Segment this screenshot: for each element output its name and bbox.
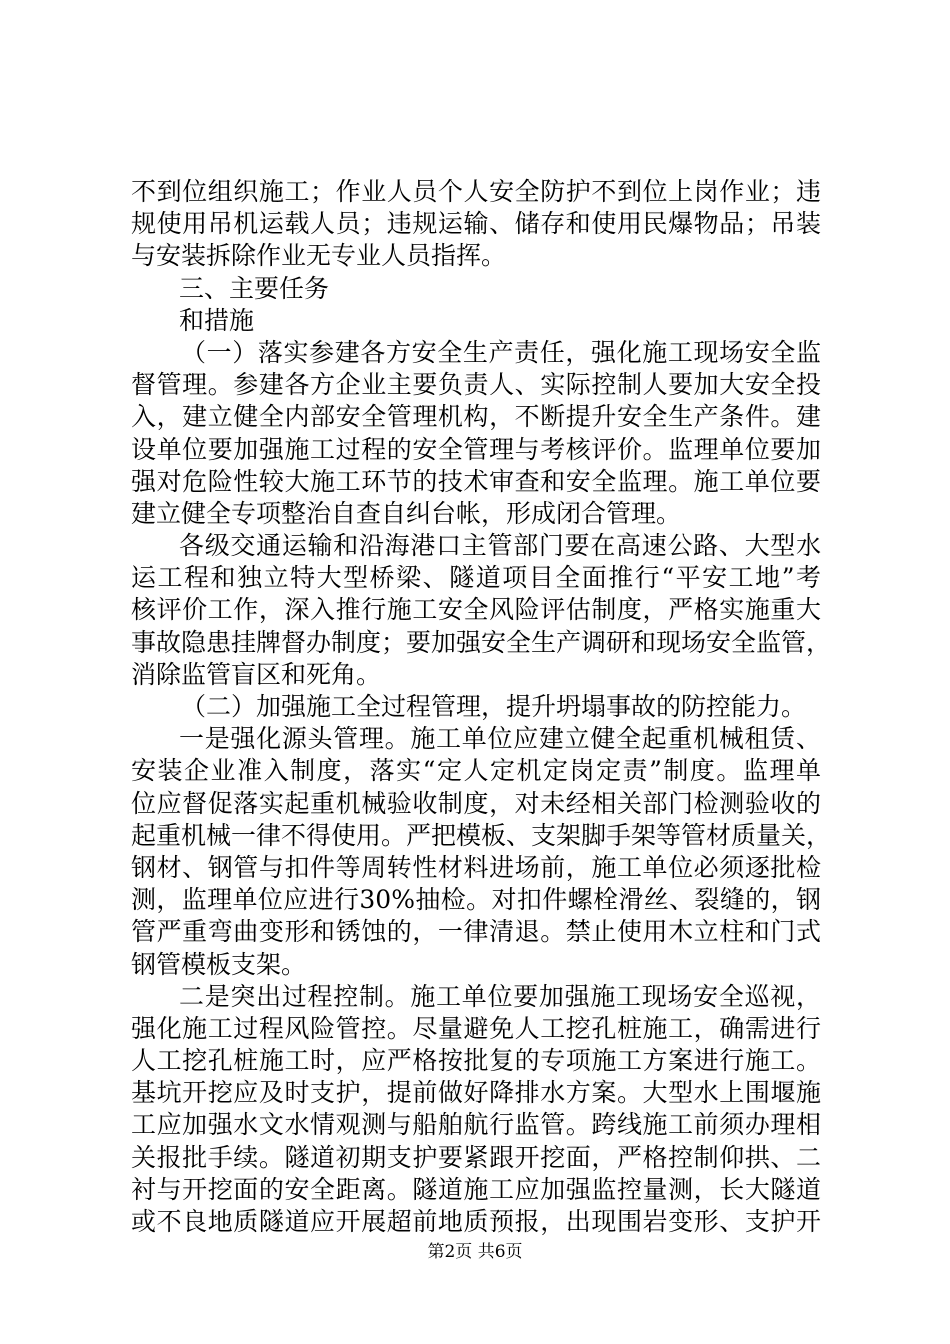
text-line: 人工挖孔桩施工时，应严格按批复的专项施工方案进行施工。 — [131, 1046, 821, 1076]
text-line: 消除监管盲区和死角。 — [131, 659, 382, 689]
text-line: 强化施工过程风险管控。尽量避免人工挖孔桩施工，确需进行 — [131, 1013, 821, 1043]
text-line: 设单位要加强施工过程的安全管理与考核评价。监理单位要加 — [131, 434, 821, 464]
text-line: 工应加强水文水情观测与船舶航行监管。跨线施工前须办理相 — [131, 1110, 821, 1140]
text-line: 衬与开挖面的安全距离。隧道施工应加强监控量测，长大隧道 — [131, 1174, 821, 1204]
text-line: 强对危险性较大施工环节的技术审查和安全监理。施工单位要 — [131, 466, 821, 496]
text-line: 建立健全专项整治自查自纠台帐，形成闭合管理。 — [131, 498, 682, 528]
text-line: 三、主要任务 — [179, 273, 330, 303]
text-line: 运工程和独立特大型桥梁、隧道项目全面推行“平安工地”考 — [131, 563, 821, 593]
document-body — [131, 176, 832, 1238]
text-line: 事故隐患挂牌督办制度；要加强安全生产调研和现场安全监管， — [131, 627, 832, 657]
text-line: 安装企业准入制度，落实“定人定机定岗定责”制度。监理单 — [131, 756, 821, 786]
text-line: 测，监理单位应进行30%抽检。对扣件螺栓滑丝、裂缝的，钢 — [131, 885, 821, 915]
text-line: 管严重弯曲变形和锈蚀的，一律清退。禁止使用木立柱和门式 — [131, 917, 821, 947]
text-line: 不到位组织施工；作业人员个人安全防护不到位上岗作业；违 — [131, 177, 821, 206]
text-line: 钢管模板支架。 — [131, 949, 307, 979]
text-line: （二）加强施工全过程管理，提升坍塌事故的防控能力。 — [181, 692, 807, 721]
text-line: 钢材、钢管与扣件等周转性材料进场前，施工单位必须逐批检 — [131, 852, 821, 882]
text-line: 起重机械一律不得使用。严把模板、支架脚手架等管材质量关， — [131, 820, 832, 850]
text-line: （一）落实参建各方安全生产责任，强化施工现场安全监 — [181, 337, 821, 367]
text-line: 核评价工作，深入推行施工安全风险评估制度，严格实施重大 — [131, 595, 821, 625]
text-line: 与安装拆除作业无专业人员指挥。 — [131, 241, 507, 271]
text-line: 入，建立健全内部安全管理机构，不断提升安全生产条件。建 — [131, 402, 821, 432]
text-line: 基坑开挖应及时支护，提前做好降排水方案。大型水上围堰施 — [131, 1078, 821, 1108]
text-line: 或不良地质隧道应开展超前地质预报，出现围岩变形、支护开 — [131, 1207, 821, 1236]
text-line: 各级交通运输和沿海港口主管部门要在高速公路、大型水 — [179, 531, 821, 561]
text-line: 关报批手续。隧道初期支护要紧跟开挖面，严格控制仰拱、二 — [131, 1142, 821, 1172]
text-line: 二是突出过程控制。施工单位要加强施工现场安全巡视， — [179, 981, 821, 1011]
text-line: 一是强化源头管理。施工单位应建立健全起重机械租赁、 — [179, 724, 821, 754]
text-line: 位应督促落实起重机械验收制度，对未经相关部门检测验收的 — [131, 788, 821, 818]
text-line: 和措施 — [179, 305, 255, 335]
text-line: 规使用吊机运载人员；违规运输、储存和使用民爆物品；吊装 — [131, 209, 821, 239]
page-number-footer: 第2页 共6页 — [427, 1242, 523, 1262]
text-line: 督管理。参建各方企业主要负责人、实际控制人要加大安全投 — [131, 370, 821, 400]
